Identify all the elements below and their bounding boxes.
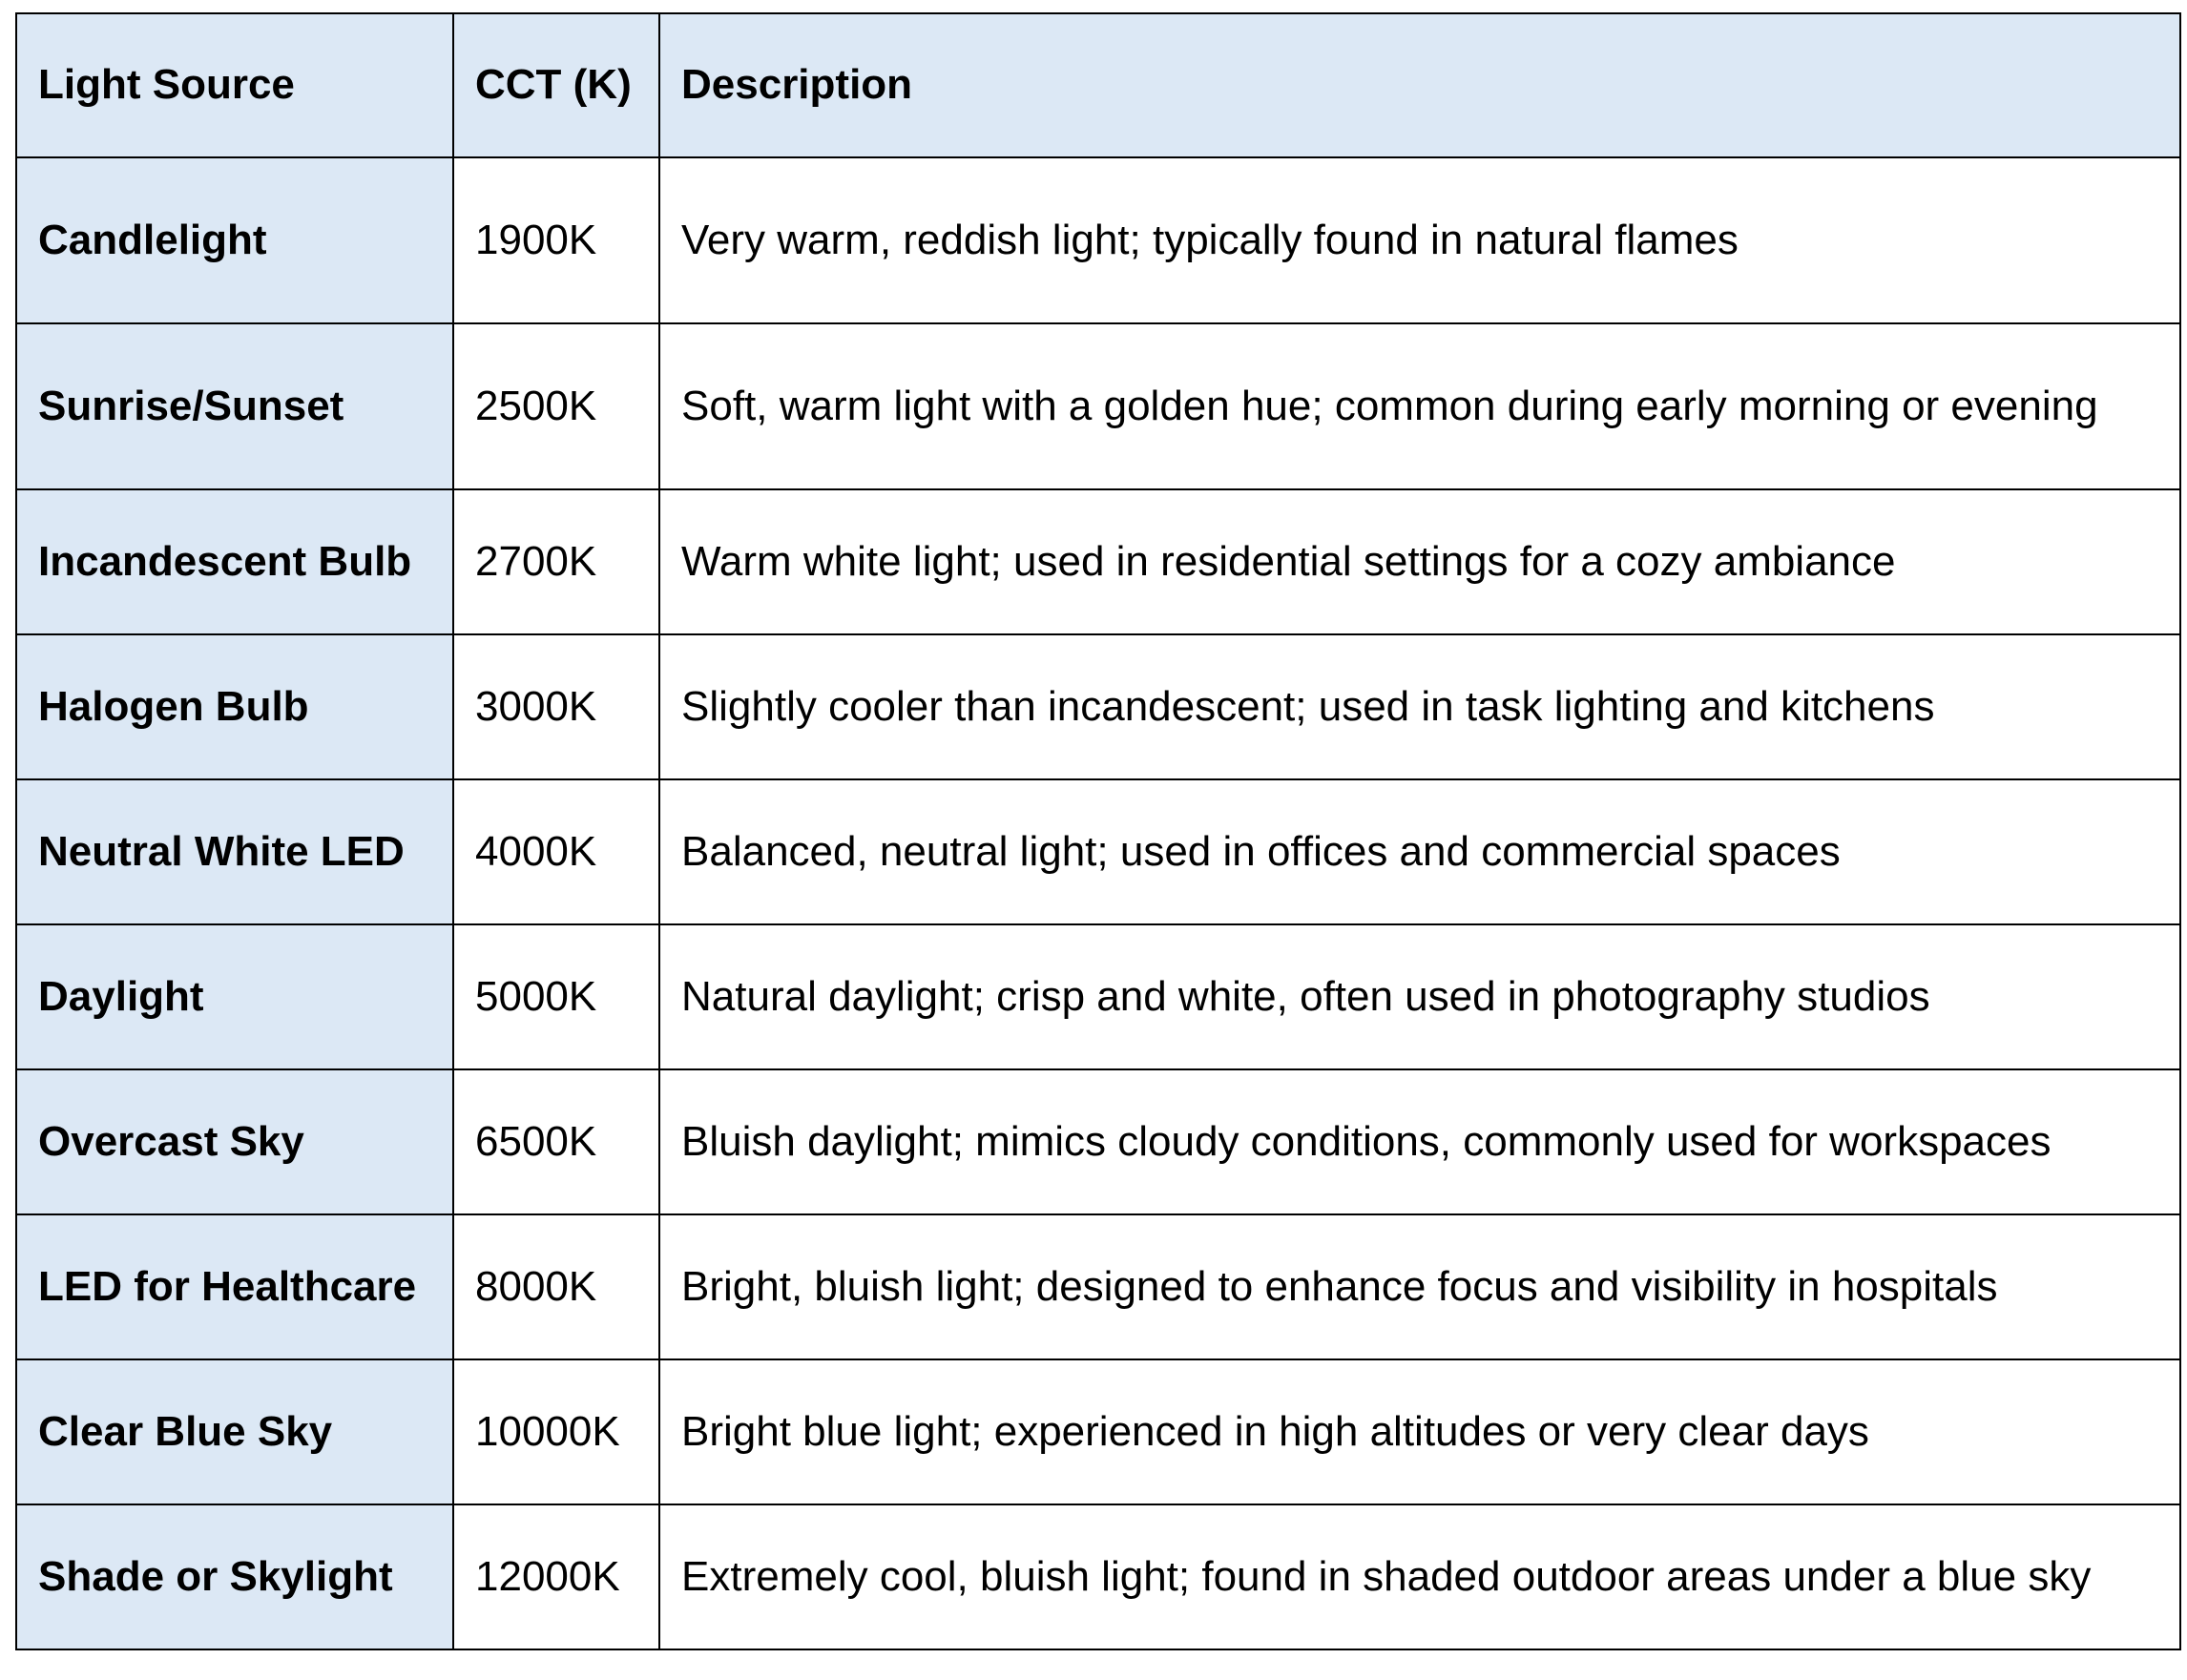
cct-cell: 3000K xyxy=(453,634,659,779)
light-source-cell: Daylight xyxy=(16,924,453,1069)
table-row xyxy=(16,489,2180,634)
description-cell: Bright, bluish light; designed to enhance focus and visibility in hospitals xyxy=(659,1214,2180,1359)
table-row xyxy=(16,1069,2180,1214)
cct-cell: 12000K xyxy=(453,1504,659,1649)
cct-cell: 10000K xyxy=(453,1359,659,1504)
description-cell: Very warm, reddish light; typically found in natural flames xyxy=(659,157,2180,323)
description-cell: Balanced, neutral light; used in offices and commercial spaces xyxy=(659,779,2180,924)
description-cell: Warm white light; used in residential settings for a cozy ambiance xyxy=(659,489,2180,634)
light-source-cell: Neutral White LED xyxy=(16,779,453,924)
table-row xyxy=(16,924,2180,1069)
table-row xyxy=(16,779,2180,924)
light-source-cell: Incandescent Bulb xyxy=(16,489,453,634)
description-cell: Extremely cool, bluish light; found in shaded outdoor areas under a blue sky xyxy=(659,1504,2180,1649)
table-row xyxy=(16,1504,2180,1649)
table-header-row xyxy=(16,13,2180,157)
cct-cell: 2500K xyxy=(453,323,659,489)
header-light-source: Light Source xyxy=(16,13,453,157)
description-cell: Natural daylight; crisp and white, often used in photography studios xyxy=(659,924,2180,1069)
cct-cell: 4000K xyxy=(453,779,659,924)
light-source-cell: Shade or Skylight xyxy=(16,1504,453,1649)
light-source-cell: Halogen Bulb xyxy=(16,634,453,779)
table-row xyxy=(16,1359,2180,1504)
light-source-cell: Clear Blue Sky xyxy=(16,1359,453,1504)
cct-cell: 5000K xyxy=(453,924,659,1069)
table-row xyxy=(16,323,2180,489)
cct-cell: 6500K xyxy=(453,1069,659,1214)
light-source-cell: Sunrise/Sunset xyxy=(16,323,453,489)
description-cell: Bluish daylight; mimics cloudy conditions, commonly used for workspaces xyxy=(659,1069,2180,1214)
table-row xyxy=(16,634,2180,779)
description-cell: Bright blue light; experienced in high altitudes or very clear days xyxy=(659,1359,2180,1504)
cct-cell: 2700K xyxy=(453,489,659,634)
light-source-cell: Candlelight xyxy=(16,157,453,323)
table-row xyxy=(16,157,2180,323)
header-cct: CCT (K) xyxy=(453,13,659,157)
header-description: Description xyxy=(659,13,2180,157)
light-source-cell: LED for Healthcare xyxy=(16,1214,453,1359)
cct-cell: 1900K xyxy=(453,157,659,323)
table-row xyxy=(16,1214,2180,1359)
description-cell: Soft, warm light with a golden hue; common during early morning or evening xyxy=(659,323,2180,489)
light-source-cell: Overcast Sky xyxy=(16,1069,453,1214)
cct-cell: 8000K xyxy=(453,1214,659,1359)
color-temperature-table xyxy=(15,12,2181,1650)
description-cell: Slightly cooler than incandescent; used in task lighting and kitchens xyxy=(659,634,2180,779)
